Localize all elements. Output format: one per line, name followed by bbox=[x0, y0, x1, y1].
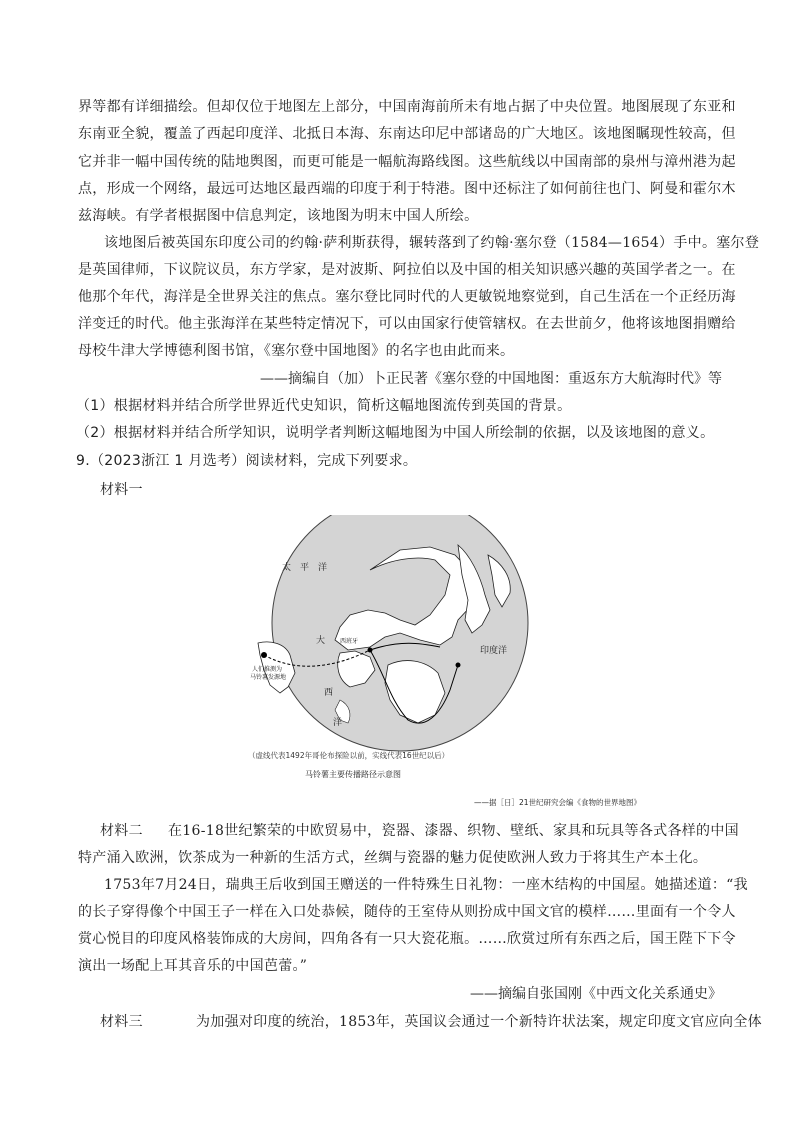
label-atlantic-da: 大 bbox=[316, 636, 326, 646]
material-3-label: 材料三 bbox=[100, 1014, 143, 1030]
potato-map-figure bbox=[240, 515, 560, 765]
spain-marker-icon bbox=[368, 648, 373, 653]
para2-line-2: 是英国律师，下议院议员，东方学家，是对波斯、阿拉伯以及中国的相关知识感兴趣的英国学者之一。在 bbox=[78, 262, 736, 278]
mat3-line-1: 为加强对印度的统治，1853年，英国议会通过一个新特许状法案，规定印度文官应向全体 bbox=[196, 1014, 762, 1030]
map-source: ——据［日］21世纪研究会编《食物的世界地图》 bbox=[474, 798, 642, 807]
material-1-label: 材料一 bbox=[100, 482, 143, 498]
india-marker-icon bbox=[456, 663, 461, 668]
para2-source: ——摘编自（加）卜正民著《塞尔登的中国地图：重返东方大航海时代》等 bbox=[260, 371, 722, 387]
map-legend: （虚线代表1492年哥伦布探险以前，实线代表16世纪以后） bbox=[248, 751, 450, 760]
potato-map-svg bbox=[240, 515, 560, 765]
mat2-source: ——摘编自张国刚《中西文化关系通史》 bbox=[470, 986, 722, 1002]
question-1: （1）根据材料并结合所学世界近代史知识，简析这幅地图流传到英国的背景。 bbox=[76, 398, 572, 414]
label-atlantic-xi: 西 bbox=[324, 688, 334, 698]
para2-line-1: 该地图后被英国东印度公司的约翰·萨利斯获得，辗转落到了约翰·塞尔登（1584—1654）手中。塞尔登 bbox=[104, 235, 760, 251]
material-2-label: 材料二 bbox=[100, 823, 143, 839]
para1-line-5: 兹海峡。有学者根据图中信息判定，该地图为明末中国人所绘。 bbox=[78, 208, 479, 224]
para2-line-5: 母校牛津大学博德利图书馆，《塞尔登中国地图》的名字也由此而来。 bbox=[78, 343, 515, 359]
origin-marker-icon bbox=[261, 652, 267, 658]
label-indians: 人们推测为 bbox=[252, 666, 283, 673]
label-pacific: 太 平 洋 bbox=[282, 563, 328, 573]
para2-line-3: 他那个年代，海洋是全世界关注的焦点。塞尔登比同时代的人更敏锐地察觉到，自己生活在一个正经历海 bbox=[78, 289, 736, 305]
mat2-line-6: 演出一场配上耳其音乐的中国芭蕾。” bbox=[78, 958, 308, 974]
mat2-line-2: 特产涌入欧洲，饮茶成为一种新的生活方式，丝绸与瓷器的魅力促使欧洲人致力于将其生产本土化。 bbox=[78, 850, 708, 866]
q9-title: 9.（2023浙江 1 月选考）阅读材料，完成下列要求。 bbox=[76, 453, 418, 469]
para1-line-4: 点，形成一个网络，最远可达地区最西端的印度于利于特港。图中还标注了如何前往也门、阿曼和霍尔木 bbox=[78, 181, 736, 197]
para1-line-2: 东南亚全貌，覆盖了西起印度洋、北抵日本海、东南达印尼中部诸岛的广大地区。该地图瞩现性较高，但 bbox=[78, 126, 736, 142]
mat2-line-4: 的长子穿得像个中国王子一样在入口处恭候，随侍的王室侍从则扮成中国文官的模样……里面有一个令人 bbox=[78, 904, 736, 920]
para2-line-4: 洋变迁的时代。他主张海洋在某些特定情况下，可以由国家行使管辖权。在去世前夕，他将该地图捐赠给 bbox=[78, 316, 736, 332]
mat2-line-5: 赏心悦目的印度风格装饰成的大房间，四角各有一只大瓷花瓶。……欣赏过所有东西之后，国王陛下下令 bbox=[78, 931, 736, 947]
mat2-line-3: 1753年7月24日，瑞典王后收到国王赠送的一件特殊生日礼物：一座木结构的中国屋。她描述道：“我 bbox=[104, 877, 748, 893]
para1-line-1: 界等都有详细描绘。但却仅位于地图左上部分，中国南海前所未有地占据了中央位置。地图展现了东亚和 bbox=[78, 99, 736, 115]
mat2-line-1: 在16-18世纪繁荣的中欧贸易中，瓷器、漆器、织物、壁纸、家具和玩具等各式各样的中国 bbox=[168, 823, 739, 839]
label-potato-origin: 马铃薯发源地 bbox=[250, 674, 287, 681]
map-caption: 马铃薯主要传播路径示意图 bbox=[305, 770, 401, 779]
label-indian: 印度洋 bbox=[480, 646, 508, 656]
question-2: （2）根据材料并结合所学知识，说明学者判断这幅地图为中国人所绘制的依据，以及该地图的意义。 bbox=[76, 425, 715, 441]
label-atlantic-yang: 洋 bbox=[333, 718, 343, 728]
para1-line-3: 它并非一幅中国传统的陆地舆图，而更可能是一幅航海路线图。这些航线以中国南部的泉州与漳州港为起 bbox=[78, 154, 736, 170]
label-spain: 西班牙 bbox=[340, 638, 359, 645]
